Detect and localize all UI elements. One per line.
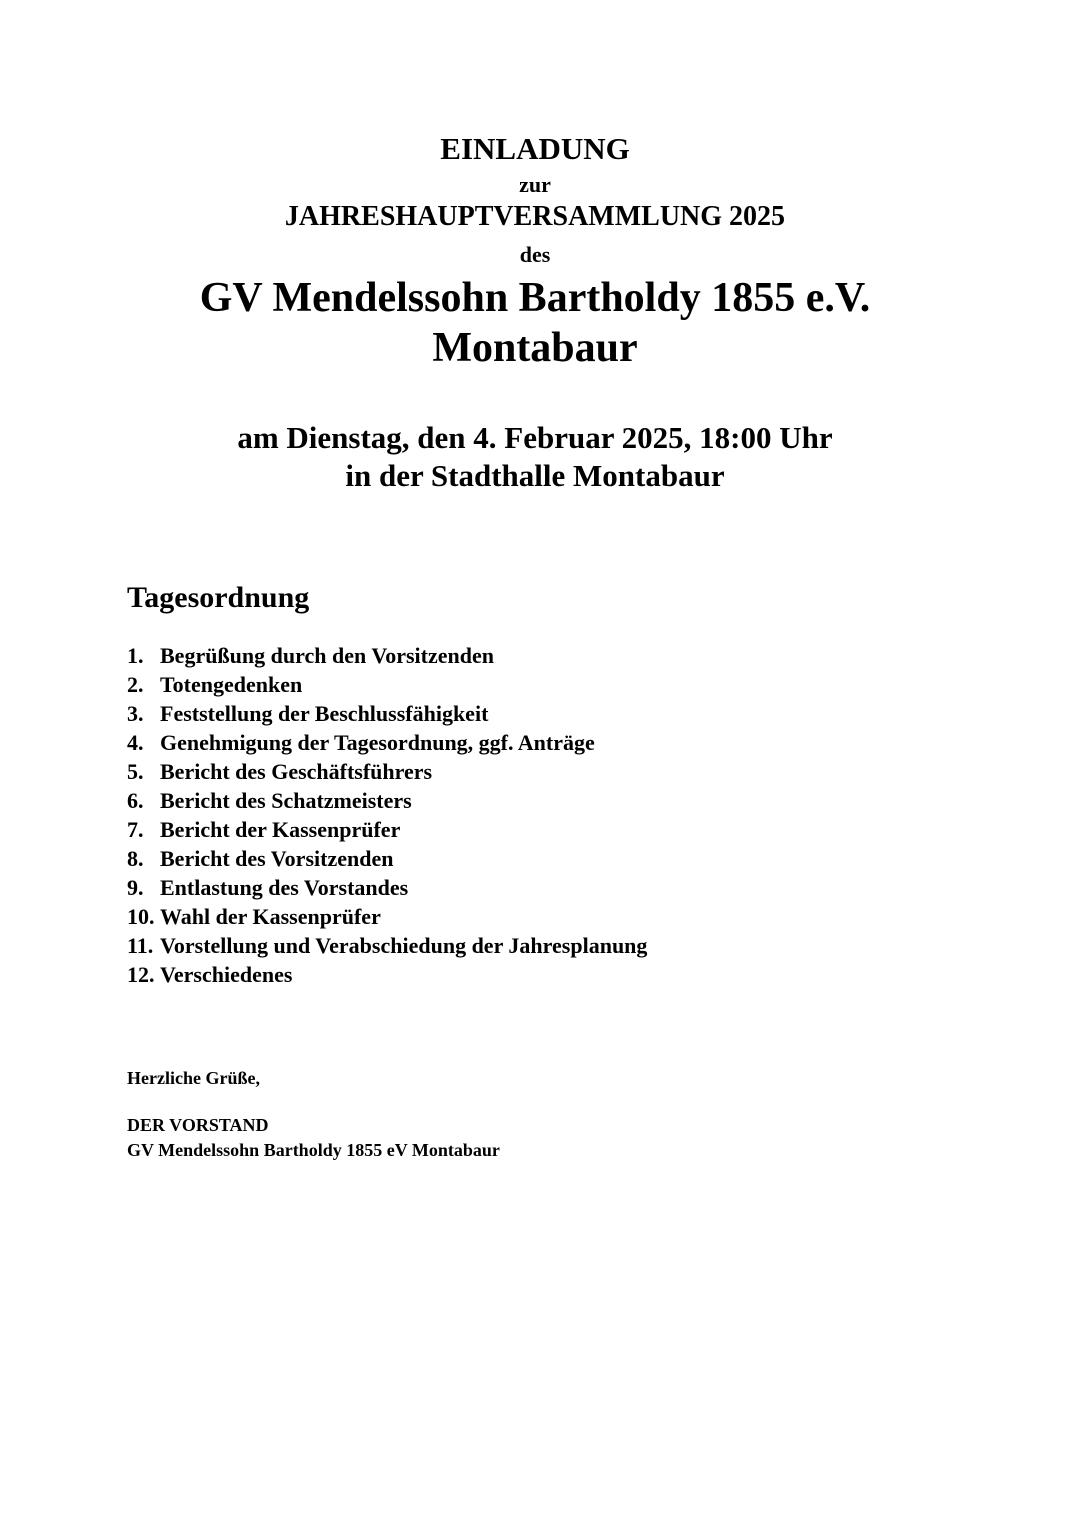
- agenda-item-text: Totengedenken: [160, 672, 303, 697]
- agenda-item: [127, 702, 647, 731]
- agenda-item-text: Wahl der Kassenprüfer: [160, 904, 381, 929]
- agenda-item-number: 5.: [127, 759, 144, 784]
- agenda-item: [127, 905, 647, 934]
- agenda-item-number: 6.: [127, 788, 144, 813]
- agenda-item-text: Begrüßung durch den Vorsitzenden: [160, 643, 494, 668]
- agenda-item-number: 7.: [127, 817, 144, 842]
- agenda-item-text: Bericht des Vorsitzenden: [160, 846, 394, 871]
- invitation-preposition-zur: zur: [519, 172, 551, 197]
- agenda-item-text: Entlastung des Vorstandes: [160, 875, 409, 900]
- agenda-item-number: 12.: [127, 962, 155, 987]
- agenda-item: [127, 789, 647, 818]
- event-venue: in der Stadthalle Montabaur: [345, 458, 725, 493]
- closing-greeting: Herzliche Grüße,: [127, 1068, 260, 1088]
- event-datetime: am Dienstag, den 4. Februar 2025, 18:00 Uhr: [237, 420, 833, 455]
- agenda-item-number: 8.: [127, 846, 144, 871]
- invitation-title: EINLADUNG: [440, 131, 630, 166]
- agenda-item: [127, 644, 647, 673]
- event-title: JAHRESHAUPTVERSAMMLUNG 2025: [284, 201, 786, 232]
- agenda-item-number: 11.: [127, 933, 154, 958]
- agenda-item: [127, 760, 647, 789]
- agenda-item-text: Bericht des Geschäftsführers: [160, 759, 433, 784]
- agenda-item: [127, 963, 647, 992]
- agenda-item-text: Vorstellung und Verabschiedung der Jahresplanung: [160, 933, 648, 958]
- agenda-item: [127, 876, 647, 905]
- agenda-item-number: 3.: [127, 701, 144, 726]
- agenda-heading: Tagesordnung: [127, 581, 310, 614]
- agenda-item: [127, 731, 647, 760]
- agenda-item-number: 10.: [127, 904, 155, 929]
- agenda-item-text: Genehmigung der Tagesordnung, ggf. Anträge: [160, 730, 595, 755]
- agenda-list: [127, 644, 647, 992]
- agenda-item-text: Feststellung der Beschlussfähigkeit: [160, 701, 489, 726]
- agenda-item: [127, 934, 647, 963]
- agenda-item: [127, 847, 647, 876]
- agenda-item-number: 4.: [127, 730, 144, 755]
- agenda-item-text: Bericht der Kassenprüfer: [160, 817, 401, 842]
- agenda-item: [127, 818, 647, 847]
- agenda-item-text: Verschiedenes: [160, 962, 293, 987]
- club-name: GV Mendelssohn Bartholdy 1855 e.V.: [199, 275, 871, 321]
- agenda-item-number: 2.: [127, 672, 144, 697]
- club-city: Montabaur: [432, 325, 638, 371]
- agenda-item-text: Bericht des Schatzmeisters: [160, 788, 412, 813]
- agenda-item: [127, 673, 647, 702]
- closing-signatory: DER VORSTAND: [127, 1115, 269, 1135]
- closing-club-name: GV Mendelssohn Bartholdy 1855 eV Montabaur: [127, 1140, 500, 1160]
- agenda-item-number: 9.: [127, 875, 144, 900]
- invitation-article-des: des: [519, 242, 551, 267]
- agenda-item-number: 1.: [127, 643, 144, 668]
